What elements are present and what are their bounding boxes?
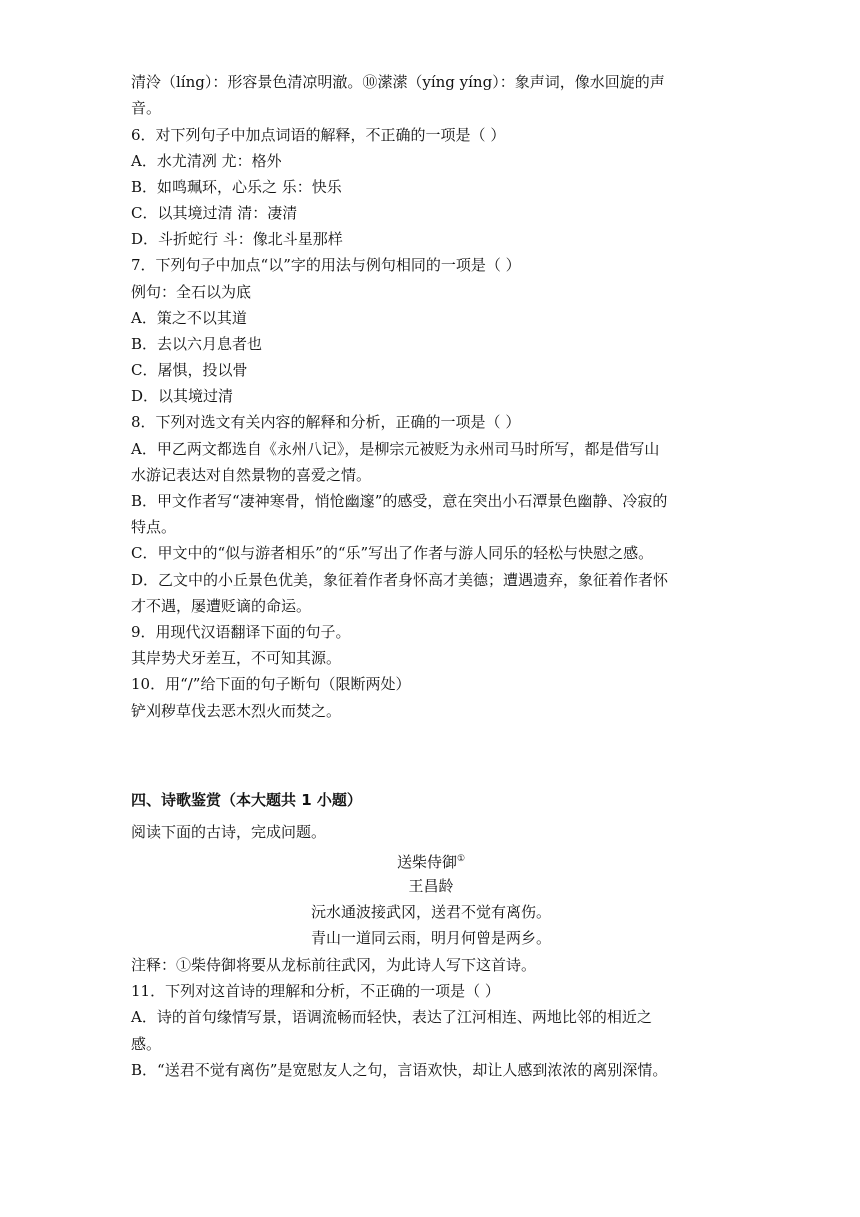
option-11a: A．诗的首句缘情写景，语调流畅而轻快，表达了江河相连、两地比邻的相近之 (131, 1008, 652, 1026)
option-8d-cont: 才不遇，屡遭贬谪的命运。 (131, 597, 312, 615)
section-intro: 阅读下面的古诗，完成问题。 (131, 823, 327, 841)
option-8c: C．甲文中的“似与游者相乐”的“乐”写出了作者与游人同乐的轻松与快慰之感。 (131, 544, 654, 562)
option-6d: D．斗折蛇行 斗：像北斗星那样 (131, 230, 343, 248)
option-8a-cont: 水游记表达对自然景物的喜爱之情。 (131, 466, 372, 484)
option-6c: C．以其境过清 清：凄清 (131, 204, 298, 222)
question-6: 6．对下列句子中加点词语的解释，不正确的一项是（ ） (131, 126, 506, 144)
poem-title-text: 送柴侍御 (396, 853, 457, 871)
question-10: 10．用“/”给下面的句子断句（限断两处） (131, 675, 411, 693)
option-8b-cont: 特点。 (131, 518, 177, 536)
option-11a-cont: 感。 (131, 1035, 162, 1053)
poem-line: 沅水通波接武冈，送君不觉有离伤。 (310, 903, 551, 921)
option-8a: A．甲乙两文都选自《永州八记》，是柳宗元被贬为永州司马时所写，都是借写山 (131, 440, 660, 458)
sentence-9: 其岸势犬牙差互，不可知其源。 (131, 649, 342, 667)
question-11: 11．下列对这首诗的理解和分析，不正确的一项是（ ） (131, 982, 500, 1000)
option-6b: B．如鸣珮环，心乐之 乐：快乐 (131, 178, 342, 196)
section-heading: 四、诗歌鉴赏（本大题共 1 小题） (131, 791, 362, 809)
poem-title (131, 849, 731, 872)
option-7d: D．以其境过清 (131, 387, 234, 405)
question-8: 8．下列对选文有关内容的解释和分析，正确的一项是（ ） (131, 413, 521, 431)
poem-note: 注释：①柴侍御将要从龙标前往武冈，为此诗人写下这首诗。 (131, 956, 537, 974)
text-line: 清泠（líng）：形容景色清凉明澈。⑩潆潆（yíng yíng）：象声词，像水回旋的声 (131, 73, 665, 91)
option-7a: A．策之不以其道 (131, 309, 247, 327)
option-7b: B．去以六月息者也 (131, 335, 263, 353)
option-7c: C．屠惧，投以骨 (131, 361, 248, 379)
poem-line: 青山一道同云雨，明月何曾是两乡。 (310, 929, 551, 947)
question-7: 7．下列句子中加点“以”字的用法与例句相同的一项是（ ） (131, 256, 521, 274)
poem-title-note-mark: ① (456, 854, 466, 864)
option-8d: D．乙文中的小丘景色优美，象征着作者身怀高才美德；遭遇遗弃，象征着作者怀 (131, 571, 669, 589)
example-7: 例句：全石以为底 (131, 283, 252, 301)
question-9: 9．用现代汉语翻译下面的句子。 (131, 623, 351, 641)
poem-author: 王昌龄 (408, 877, 454, 895)
sentence-10: 铲刈秽草伐去恶木烈火而焚之。 (131, 702, 342, 720)
text-line: 音。 (131, 99, 162, 117)
option-11b: B．“送君不觉有离伤”是宽慰友人之句，言语欢快，却让人感到浓浓的离别深情。 (131, 1061, 668, 1079)
option-6a: A．水尤清冽 尤：格外 (131, 152, 282, 170)
option-8b: B．甲文作者写“凄神寒骨，悄怆幽邃”的感受，意在突出小石潭景色幽静、冷寂的 (131, 492, 668, 510)
